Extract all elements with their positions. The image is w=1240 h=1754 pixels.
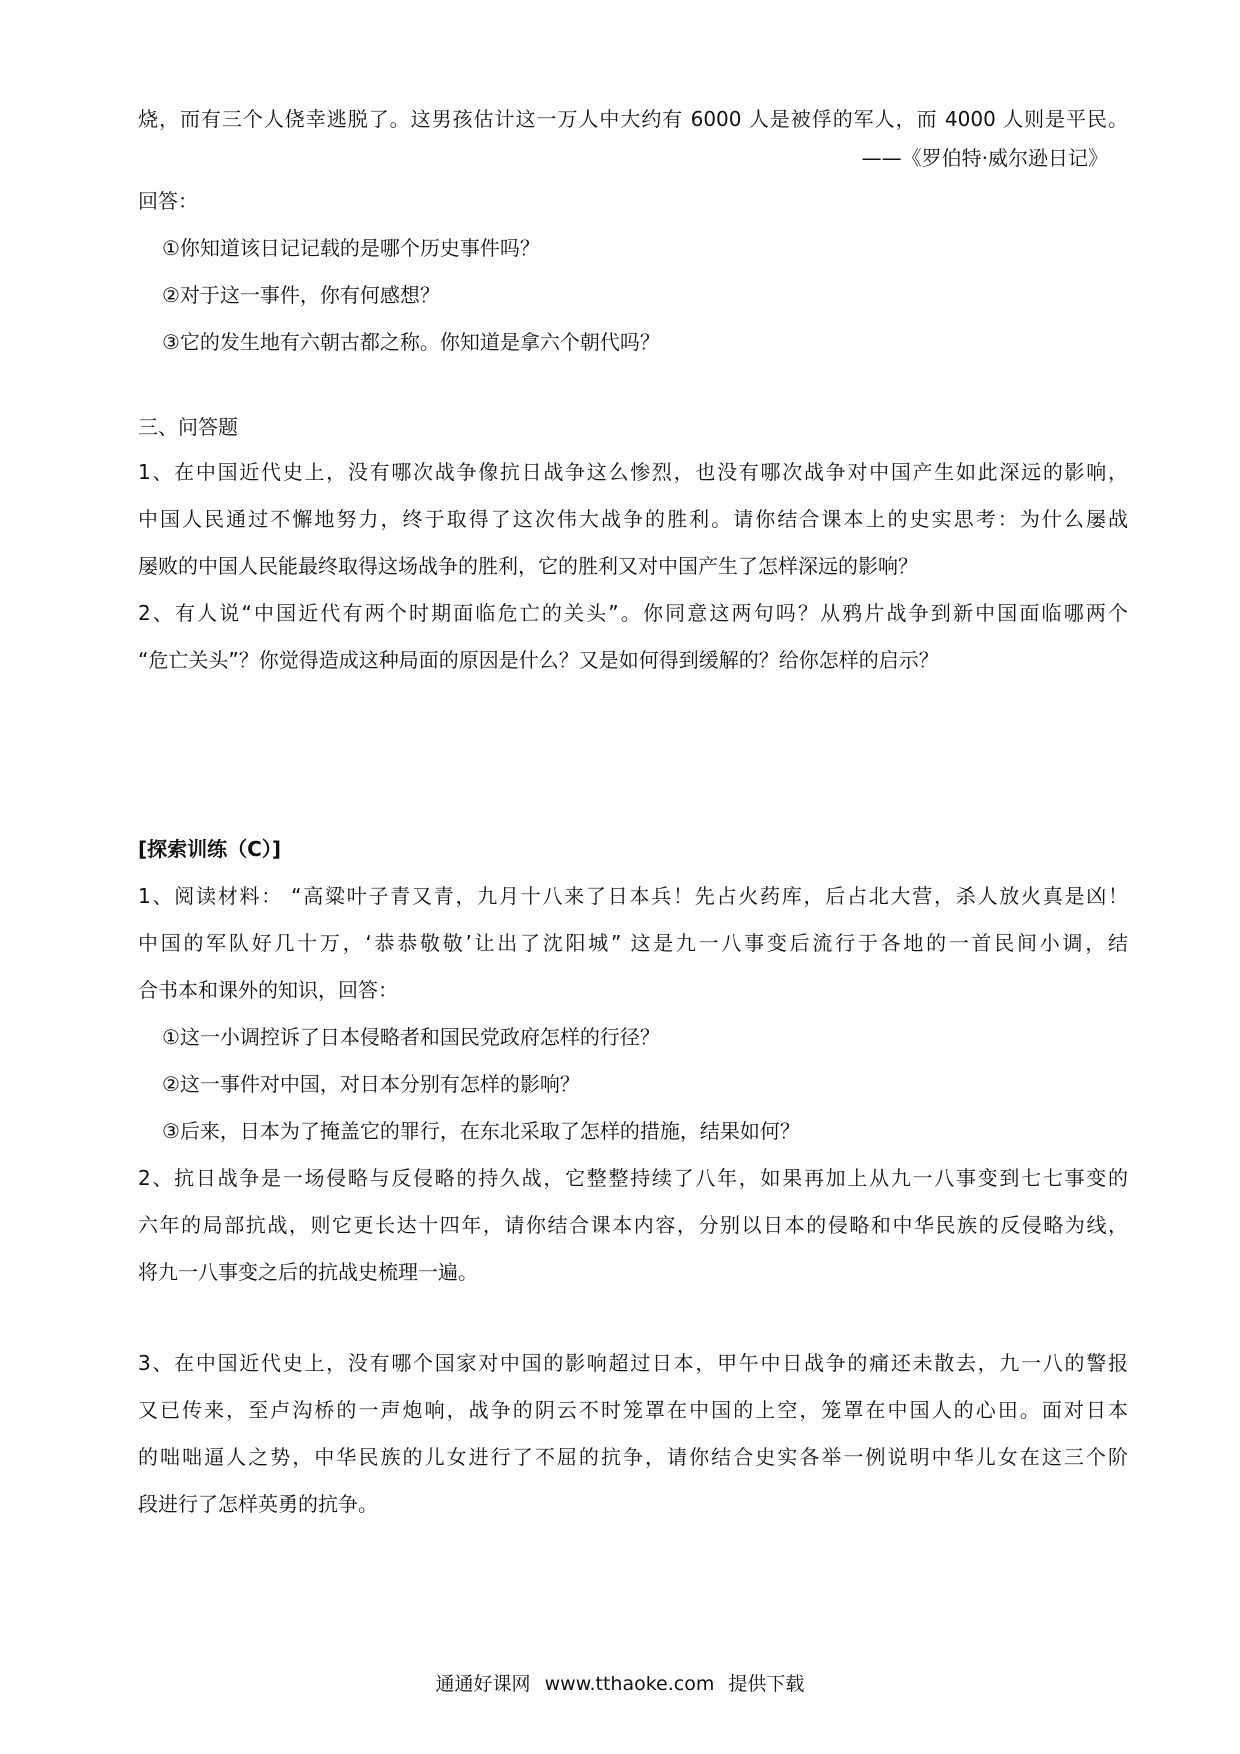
exploration-question-2-line: 六年的局部抗战，则它更长达十四年，请你结合课本内容，分别以日本的侵略和中华民族的反侵略为线，	[138, 1213, 1128, 1237]
exploration-question-2-line: 2、抗日战争是一场侵略与反侵略的持久战，它整整持续了八年，如果再加上从九一八事变到七七事变的	[138, 1166, 1128, 1190]
exploration-question-3-line: 的咄咄逼人之势，中华民族的儿女进行了不屈的抗争，请你结合史实各举一例说明中华儿女在这三个阶	[138, 1445, 1128, 1469]
question-item: ②对于这一事件，你有何感想？	[162, 283, 440, 307]
essay-question-2-line: “危亡关头”？你觉得造成这种局面的原因是什么？又是如何得到缓解的？给你怎样的启示？	[138, 648, 939, 672]
essay-question-1-line: 中国人民通过不懈地努力，终于取得了这次伟大战争的胜利。请你结合课本上的史实思考：为什么屡战	[138, 507, 1128, 531]
footer-site-name: 通通好课网	[435, 1673, 531, 1695]
essay-question-1-line: 1、在中国近代史上，没有哪次战争像抗日战争这么惨烈，也没有哪次战争对中国产生如此深远的影响，	[138, 460, 1128, 484]
exploration-question-3-line: 又已传来，至卢沟桥的一声炮响，战争的阴云不时笼罩在中国的上空，笼罩在中国人的心田。面对日本	[138, 1398, 1128, 1422]
answer-label: 回答：	[138, 189, 198, 213]
footer-suffix: 提供下载	[728, 1673, 805, 1695]
source-citation: ——《罗伯特·威尔逊日记》	[861, 146, 1108, 170]
exploration-question-1-line: 1、阅读材料： “高粱叶子青又青，九月十八来了日本兵！先占火药库，后占北大营，杀人放火真是凶！	[138, 884, 1128, 908]
section-heading: 三、问答题	[138, 415, 238, 439]
question-item: ①你知道该日记记载的是哪个历史事件吗？	[162, 236, 540, 260]
sub-question-item: ①这一小调控诉了日本侵略者和国民党政府怎样的行径？	[162, 1025, 660, 1049]
essay-question-1-line: 屡败的中国人民能最终取得这场战争的胜利，它的胜利又对中国产生了怎样深远的影响？	[138, 554, 918, 578]
previous-paragraph-end: 烧，而有三个人侥幸逃脱了。这男孩估计这一万人中大约有 6000 人是被俘的军人，而 4000 人则是平民。	[138, 107, 1128, 131]
section-heading-c: [探索训练（C）]	[138, 837, 281, 861]
exploration-question-2-line: 将九一八事变之后的抗战史梳理一遍。	[138, 1260, 478, 1284]
exploration-question-1-line: 中国的军队好几十万，‘恭恭敬敬’让出了沈阳城” 这是九一八事变后流行于各地的一首民间小调，结	[138, 931, 1128, 955]
exploration-question-3-line: 3、在中国近代史上，没有哪个国家对中国的影响超过日本，甲午中日战争的痛还未散去，九一八的警报	[138, 1351, 1128, 1375]
essay-question-2-line: 2、有人说“中国近代有两个时期面临危亡的关头”。你同意这两句吗？从鸦片战争到新中国面临哪两个	[138, 601, 1128, 625]
sub-question-item: ③后来，日本为了掩盖它的罪行，在东北采取了怎样的措施，结果如何？	[162, 1119, 800, 1143]
footer-url[interactable]: www.tthaoke.com	[544, 1673, 715, 1695]
exploration-question-3-line: 段进行了怎样英勇的抗争。	[138, 1492, 378, 1516]
question-item: ③它的发生地有六朝古都之称。你知道是拿六个朝代吗？	[162, 330, 660, 354]
sub-question-item: ②这一事件对中国，对日本分别有怎样的影响？	[162, 1072, 580, 1096]
page-footer	[0, 1669, 1240, 1696]
document-page	[138, 100, 1128, 1524]
exploration-question-1-line: 合书本和课外的知识，回答：	[138, 978, 398, 1002]
